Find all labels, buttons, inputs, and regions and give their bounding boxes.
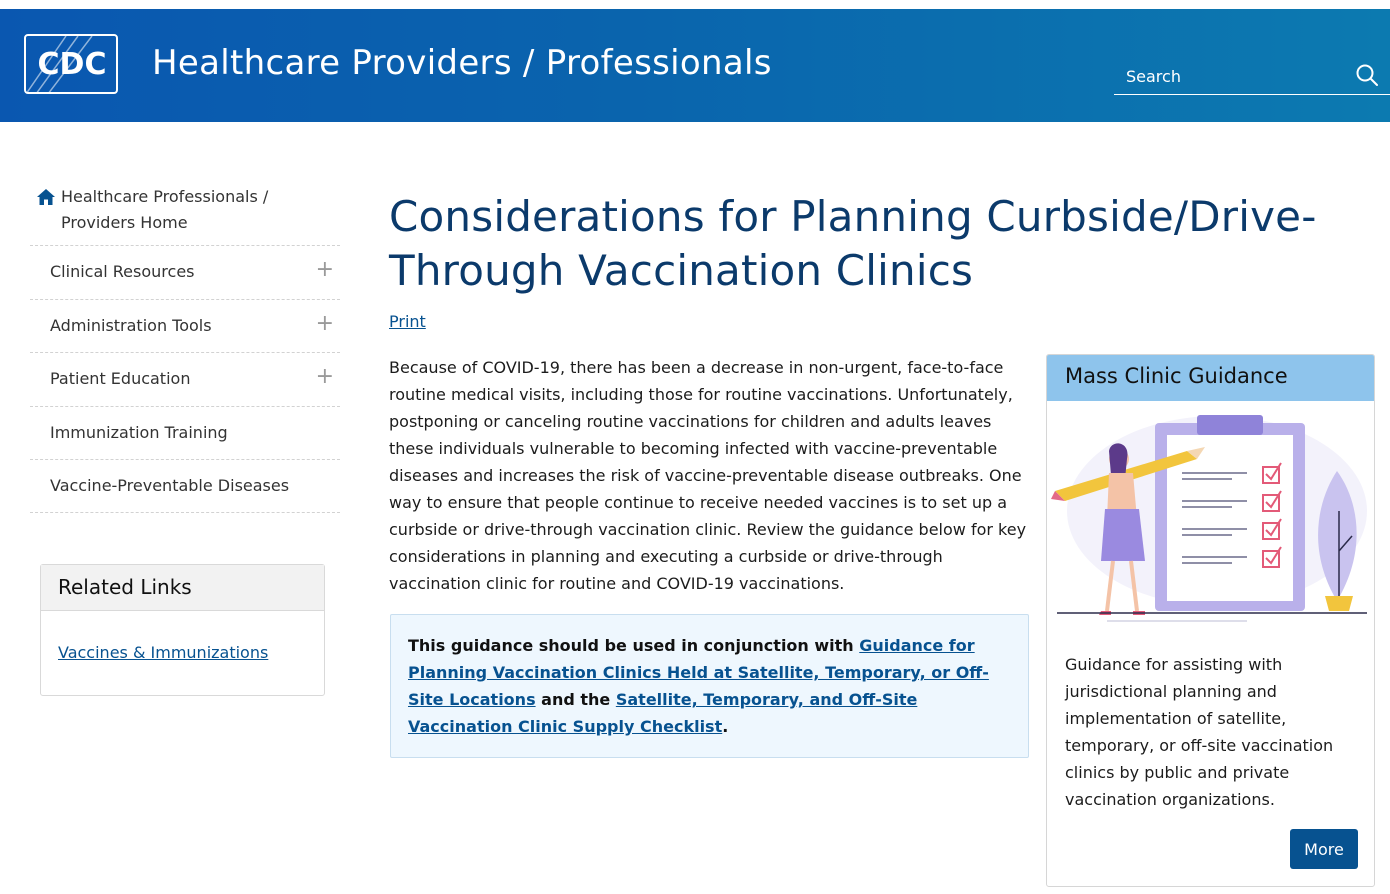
expand-icon[interactable]: +: [315, 257, 334, 282]
sidebar-item-label: Clinical Resources: [50, 262, 195, 281]
more-button[interactable]: More: [1290, 829, 1358, 869]
sidebar-item-label: Patient Education: [50, 369, 191, 389]
sidebar-item-label: Immunization Training: [50, 422, 228, 442]
callout-link-supply-checklist[interactable]: Satellite, Temporary, and Off-Site Vaccination Clinic Supply Checklist: [408, 690, 918, 736]
sidebar-item-patient-education[interactable]: [30, 352, 340, 406]
intro-paragraph: Because of COVID-19, there has been a decrease in non-urgent, face-to-face routine medical visits, including those for routine vaccinations. Unfortunately, postponing or canceling routine vaccinations for children and adults leaves these individuals vulnerable to becoming infected with vaccine-preventable diseases and increases the risk of vaccine-preventable disease outbreaks. One way to ensure that people continue to receive needed vaccines is to set up a curbside or drive-through vaccination clinic. Review the guidance below for key considerations in planning and executing a curbside or drive-through vaccination clinic for routine and COVID-19 vaccinations.: [389, 358, 1027, 593]
sidebar-item-vaccine-preventable-diseases[interactable]: [30, 459, 340, 513]
search-input[interactable]: [1126, 63, 1346, 89]
search-icon[interactable]: [1356, 64, 1378, 86]
sidebar-item-label: Vaccine-Preventable Diseases: [50, 476, 290, 496]
cdc-logo-text: CDC: [37, 47, 107, 82]
related-links-box: [40, 564, 325, 696]
print-link[interactable]: Print: [389, 312, 426, 331]
expand-icon[interactable]: +: [315, 364, 334, 390]
search-box: [1114, 59, 1390, 95]
callout-link-planning-guidance[interactable]: Guidance for Planning Vaccination Clinics Held at Satellite, Temporary, or Off-Site Locations: [408, 636, 989, 709]
sidebar-item-immunization-training[interactable]: [30, 406, 340, 460]
callout-text: .: [722, 717, 729, 736]
expand-icon[interactable]: +: [315, 310, 334, 336]
clipboard-illustration: [1047, 401, 1374, 631]
cdc-logo[interactable]: [24, 34, 118, 94]
top-strip: [0, 0, 1390, 9]
sidebar-home-label: Healthcare Professionals / Providers Home: [61, 187, 269, 232]
site-title[interactable]: Healthcare Providers / Professionals: [152, 43, 772, 83]
card-description: Guidance for assisting with jurisdictional planning and implementation of satellite, temporary, or off-site vaccination clinics by public and private vaccination organizations.: [1065, 655, 1334, 809]
sidebar-item-administration-tools[interactable]: [30, 299, 340, 353]
mass-clinic-card: [1046, 354, 1375, 887]
sidebar-home-link[interactable]: [36, 184, 336, 236]
guidance-callout: [390, 614, 1029, 758]
related-links-heading: Related Links: [41, 565, 324, 611]
callout-text: This guidance should be used in conjunction with: [408, 636, 860, 655]
sidebar-item-label: Administration Tools: [50, 315, 212, 335]
page-title: Considerations for Planning Curbside/Drive-Through Vaccination Clinics: [389, 192, 1317, 295]
callout-text: and the: [535, 690, 616, 709]
home-icon: [36, 188, 56, 206]
card-heading: Mass Clinic Guidance: [1047, 355, 1374, 401]
sidebar-nav: [30, 245, 340, 513]
site-header: [0, 9, 1390, 122]
sidebar-item-clinical-resources[interactable]: [30, 245, 340, 299]
related-link-vaccines[interactable]: Vaccines & Immunizations: [58, 643, 269, 662]
